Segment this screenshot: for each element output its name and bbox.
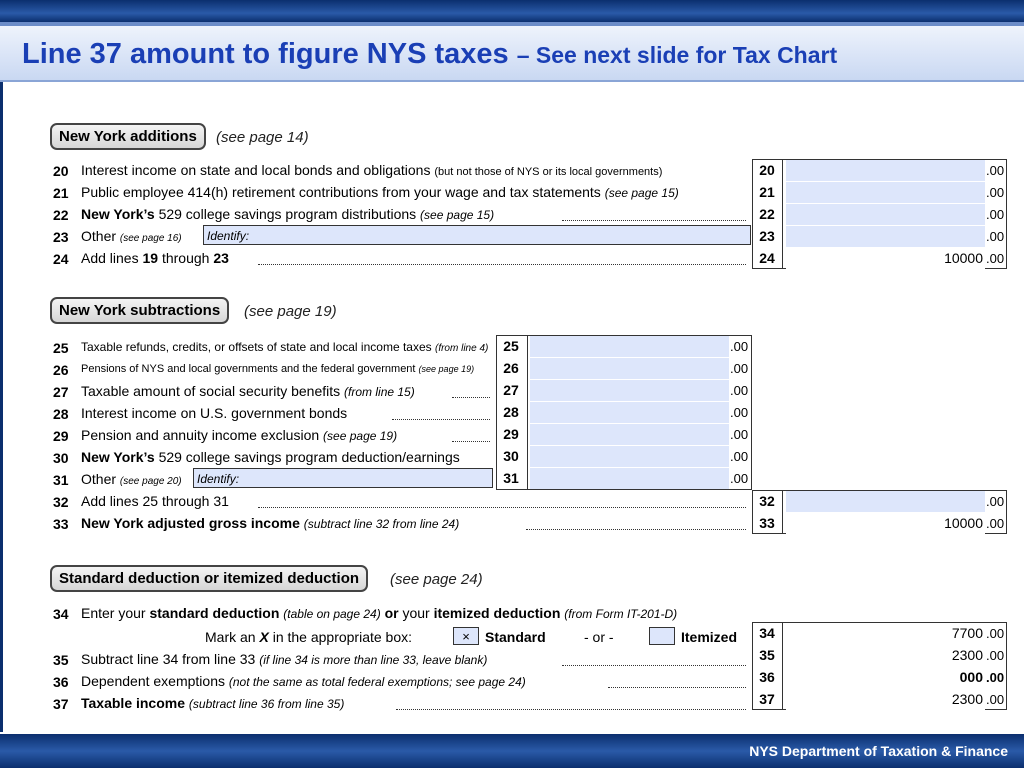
line-35-note: (if line 34 is more than line 33, leave blank) [259, 653, 488, 667]
line-28-label: Interest income on U.S. government bonds [81, 405, 348, 421]
line-24-to: 23 [213, 250, 229, 266]
line-31-amount[interactable] [530, 468, 729, 489]
line-30-num: 30 [53, 450, 69, 466]
line-33-leader [526, 529, 746, 530]
deduction-divider [782, 622, 783, 710]
box-31-num: 31 [503, 470, 519, 486]
line-25-label [81, 340, 488, 354]
slide-title [22, 38, 837, 71]
line-27-leader [452, 397, 490, 398]
line-33-bold: New York adjusted gross income [81, 515, 300, 531]
title-sub: – See next slide for Tax Chart [516, 42, 838, 68]
line-21-cents: .00 [986, 185, 1005, 200]
left-bar [0, 82, 3, 732]
section-additions-note: (see page 14) [216, 129, 309, 146]
line-34-cents: .00 [986, 626, 1005, 641]
line-22-cents: .00 [986, 207, 1005, 222]
line-27-amount[interactable] [530, 380, 729, 401]
box-20-num: 20 [759, 162, 775, 178]
line-33-amount[interactable]: 10000 [786, 513, 985, 534]
line-25-cents: .00 [730, 339, 749, 354]
line-34-or: or [384, 605, 399, 621]
line-36-leader [608, 687, 746, 688]
line-29-label [81, 427, 397, 443]
line-30-bold: New York’s [81, 449, 155, 465]
line-21-label [81, 184, 679, 200]
line-29-text: Pension and annuity income exclusion [81, 427, 320, 443]
title-main: Line 37 amount to figure NYS taxes [22, 38, 509, 70]
section-deduction-note: (see page 24) [390, 571, 483, 588]
line-23-cents: .00 [986, 229, 1005, 244]
line-34-amount[interactable]: 7700 [786, 623, 985, 644]
section-subtractions: New York subtractions [50, 297, 229, 324]
mark-t2: in the appropriate box: [272, 629, 413, 645]
line-36-text: Dependent exemptions [81, 673, 225, 689]
line-25-amount[interactable] [530, 336, 729, 357]
box-28-num: 28 [503, 404, 519, 420]
line-25-num: 25 [53, 340, 69, 356]
line-35-text: Subtract line 34 from line 33 [81, 651, 256, 667]
line-27-note: (from line 15) [344, 385, 415, 399]
line-29-note: (see page 19) [323, 429, 398, 443]
line-37-leader [396, 709, 746, 710]
line-37-num: 37 [53, 696, 69, 712]
line-27-label [81, 383, 415, 399]
line-23-text: Other [81, 228, 117, 244]
line-31-cents: .00 [730, 471, 749, 486]
line-21-amount[interactable] [786, 182, 985, 203]
subtractions-divider [527, 335, 528, 490]
line-24-cents: .00 [986, 251, 1005, 266]
line-36-label [81, 673, 526, 689]
line-37-label [81, 695, 344, 711]
line-33-num: 33 [53, 516, 69, 532]
line-24-mid: through [161, 250, 210, 266]
line-30-text: 529 college savings program deduction/earnings [158, 449, 460, 465]
line-37-bold: Taxable income [81, 695, 186, 711]
line-23-amount[interactable] [786, 226, 985, 247]
line-29-cents: .00 [730, 427, 749, 442]
line-28-cents: .00 [730, 405, 749, 420]
box-33-num: 33 [759, 515, 775, 531]
section-subtractions-note: (see page 19) [244, 303, 337, 320]
line-36-num: 36 [53, 674, 69, 690]
line-37-cents: .00 [986, 692, 1005, 707]
line-24-num: 24 [53, 251, 69, 267]
line-26-label [81, 363, 474, 375]
line-29-num: 29 [53, 428, 69, 444]
line-22-amount[interactable] [786, 204, 985, 225]
line-35-label [81, 651, 487, 667]
line-27-num: 27 [53, 384, 69, 400]
box-34-num: 34 [759, 625, 775, 641]
line-23-note: (see page 16) [119, 233, 182, 244]
line-36-amount[interactable]: 000 [786, 667, 985, 688]
footer-text: NYS Department of Taxation & Finance [749, 743, 1008, 759]
box-36-num: 36 [759, 669, 775, 685]
line-35-num: 35 [53, 652, 69, 668]
line-29-amount[interactable] [530, 424, 729, 445]
box-23-num: 23 [759, 228, 775, 244]
line-24-text: Add lines [81, 250, 139, 266]
line-31-num: 31 [53, 472, 69, 488]
itemized-checkbox[interactable] [649, 627, 675, 645]
line-35-leader [562, 665, 746, 666]
line-21-text: Public employee 414(h) retirement contributions from your wage and tax statements [81, 184, 601, 200]
line-30-cents: .00 [730, 449, 749, 464]
line-31-label [81, 471, 182, 487]
line-20-text: Interest income on state and local bonds and obligations [81, 162, 431, 178]
line-26-text: Pensions of NYS and local governments and the federal government [81, 363, 416, 375]
line-25-text: Taxable refunds, credits, or offsets of state and local income taxes [81, 340, 432, 354]
line-24-from: 19 [142, 250, 159, 266]
line-22-note: (see page 15) [420, 208, 495, 222]
box-37-num: 37 [759, 691, 775, 707]
line-22-label [81, 206, 494, 222]
standard-label: Standard [485, 629, 546, 645]
line-23-label [81, 228, 182, 244]
line-37-note: (subtract line 36 from line 35) [188, 697, 345, 711]
section-additions: New York additions [50, 123, 206, 150]
line-22-leader [562, 220, 746, 221]
line-35-amount[interactable]: 2300 [786, 645, 985, 666]
line-32-cents: .00 [986, 494, 1005, 509]
line-34-note1: (table on page 24) [283, 607, 381, 621]
box-21-num: 21 [759, 184, 775, 200]
standard-checkbox[interactable]: × [453, 627, 479, 645]
box-22-num: 22 [759, 206, 775, 222]
line-26-num: 26 [53, 362, 69, 378]
box-27-num: 27 [503, 382, 519, 398]
line-31-note: (see page 20) [119, 476, 182, 487]
line-34-label [81, 605, 677, 621]
line-20-num: 20 [53, 163, 69, 179]
section-deduction: Standard deduction or itemized deduction [50, 565, 368, 592]
line-34-num: 34 [53, 606, 69, 622]
line-28-num: 28 [53, 406, 69, 422]
box-35-num: 35 [759, 647, 775, 663]
or-label: - or - [584, 629, 614, 645]
mark-instruction [205, 629, 412, 645]
mark-x: X [259, 629, 269, 645]
line-31-identify-field[interactable]: Identify: [193, 468, 493, 488]
line-34-t1: Enter your [81, 605, 146, 621]
line-28-amount[interactable] [530, 402, 729, 423]
line-29-leader [452, 441, 490, 442]
line-26-amount[interactable] [530, 358, 729, 379]
itemized-label: Itemized [681, 629, 738, 645]
line-28-leader [392, 419, 490, 420]
line-22-num: 22 [53, 207, 69, 223]
line-21-note: (see page 15) [604, 186, 679, 200]
line-22-bold: New York’s [81, 206, 155, 222]
additions-divider [782, 159, 783, 269]
line-31-text: Other [81, 471, 117, 487]
line-34-t2: your [402, 605, 430, 621]
line-24-leader [258, 264, 746, 265]
box-32-num: 32 [759, 493, 775, 509]
box-24-num: 24 [759, 250, 775, 266]
line-26-cents: .00 [730, 361, 749, 376]
line-20-label [81, 162, 662, 178]
line-32-amount[interactable] [786, 491, 985, 512]
line-36-cents: .00 [986, 670, 1005, 685]
line-20-note: (but not those of NYS or its local governments) [434, 166, 663, 178]
line-20-amount[interactable] [786, 160, 985, 181]
line-24-label [81, 250, 229, 266]
line-22-text: 529 college savings program distributions [158, 206, 417, 222]
line-33-label [81, 515, 459, 531]
line-35-cents: .00 [986, 648, 1005, 663]
mark-t1: Mark an [205, 629, 256, 645]
line-23-identify-field[interactable]: Identify: [203, 225, 751, 245]
top-band [0, 0, 1024, 22]
title-bar [0, 26, 1024, 82]
line-36-note: (not the same as total federal exemptions; see page 24) [228, 675, 526, 689]
line-27-text: Taxable amount of social security benefits [81, 383, 341, 399]
box-25-num: 25 [503, 338, 519, 354]
line-34-standard: standard deduction [149, 605, 280, 621]
line-23-num: 23 [53, 229, 69, 245]
line-27-cents: .00 [730, 383, 749, 398]
line-20-cents: .00 [986, 163, 1005, 178]
agi-divider [782, 490, 783, 534]
line-24-amount[interactable]: 10000 [786, 248, 985, 269]
line-25-note: (from line 4) [434, 343, 489, 354]
line-21-num: 21 [53, 185, 69, 201]
line-30-amount[interactable] [530, 446, 729, 467]
line-32-num: 32 [53, 494, 69, 510]
line-33-cents: .00 [986, 516, 1005, 531]
line-26-note: (see page 19) [418, 364, 475, 374]
line-32-leader [258, 507, 746, 508]
line-34-itemized: itemized deduction [433, 605, 561, 621]
box-29-num: 29 [503, 426, 519, 442]
box-30-num: 30 [503, 448, 519, 464]
line-32-label: Add lines 25 through 31 [81, 493, 229, 509]
line-33-note: (subtract line 32 from line 24) [303, 517, 460, 531]
line-30-label [81, 449, 460, 465]
box-26-num: 26 [503, 360, 519, 376]
line-34-note2: (from Form IT-201-D) [564, 607, 678, 621]
line-37-amount[interactable]: 2300 [786, 689, 985, 710]
